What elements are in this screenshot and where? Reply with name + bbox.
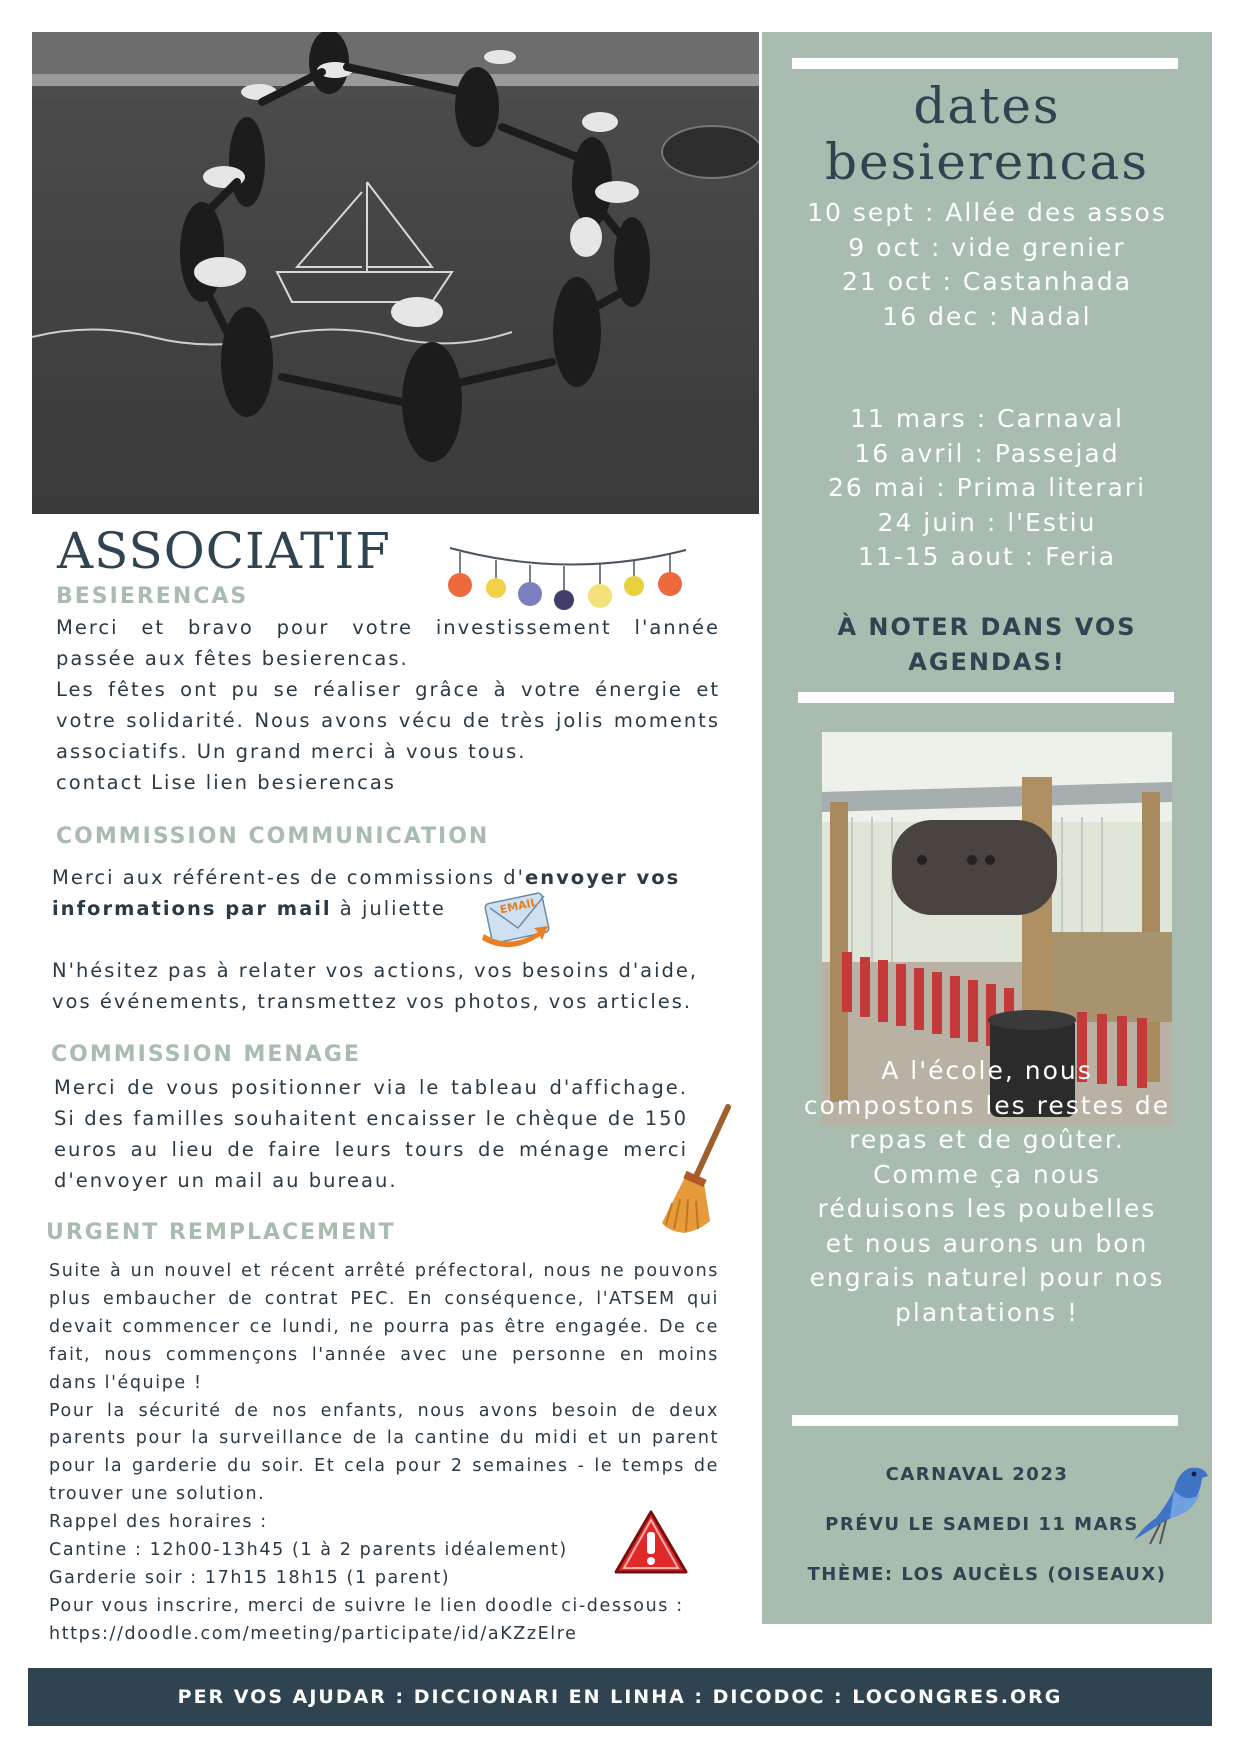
doodle-link: Pour vous inscrire, merci de suivre le lien doodle ci-dessous : https://doodle.com/meeting/participate/id/aKZzElre: [49, 1595, 684, 1644]
email-icon: [478, 888, 554, 954]
date-item: 9 oct : vide grenier: [848, 232, 1126, 262]
bird-icon: [1130, 1460, 1210, 1546]
date-item: 21 oct : Castanhada: [841, 267, 1133, 296]
dates-list-autumn: [762, 196, 1212, 334]
email-icon-label: EMAIL: [498, 895, 539, 917]
section-title-urgent: URGENT REMPLACEMENT: [46, 1220, 396, 1245]
schedule-reminder: Rappel des horaires :: [49, 1512, 268, 1533]
garland-icon: [448, 540, 688, 615]
date-item: 10 sept : Allée des assos: [807, 198, 1167, 227]
date-item: 26 mai : Prima literari: [827, 473, 1147, 502]
broom-icon: [658, 1103, 736, 1235]
carnaval-date: PRÉVU LE SAMEDI 11 MARS: [825, 1514, 1139, 1535]
date-item: 16 dec : Nadal: [882, 301, 1092, 331]
sidebar-panel: [762, 32, 1212, 1624]
divider: [792, 58, 1178, 69]
date-item: 16 avril : Passejad: [854, 438, 1120, 468]
compost-text: A l'école, nous compostons les restes de repas et de goûter. Comme ça nous réduisons les poubelles et nous aurons un bon engrais naturel pour nos plantations !: [803, 1056, 1171, 1327]
section-title-communication: COMMISSION COMMUNICATION: [56, 824, 490, 849]
section-title-menage: COMMISSION MENAGE: [51, 1042, 361, 1067]
dates-title: dates besierencas: [824, 77, 1149, 191]
footer-text: PER VOS AJUDAR : DICCIONARI EN LINHA : DICODOC : LOCONGRES.ORG: [177, 1686, 1063, 1708]
carnaval-theme: THÈME: LOS AUCÈLS (OISEAUX): [807, 1564, 1167, 1585]
date-item: 24 juin : l'Estiu: [877, 507, 1097, 537]
date-item: 11-15 aout : Feria: [857, 542, 1117, 571]
besierencas-text: Merci et bravo pour votre investissement l'année passée aux fêtes besierencas. Les fêtes ont pu se réaliser grâce à votre énergie et votre solidarité. Nous avons vécu de très jolis moments associatifs. Un grand merci à vous tous. contact Lise lien besierencas: [56, 616, 720, 794]
communication-text: Merci aux référent-es de commissions d'envoyer vos informations par mail à juliette N'hésitez pas à relater vos actions, vos besoins d'aide, vos événements, transmettez vos photos, vos articles.: [52, 866, 699, 1013]
schedule-cantine: Cantine : 12h00-13h45 (1 à 2 parents idéalement): [49, 1540, 568, 1561]
page-heading: ASSOCIATIF: [57, 522, 391, 580]
schedule-garderie: Garderie soir : 17h15 18h15 (1 parent): [49, 1567, 451, 1588]
divider: [792, 1415, 1178, 1426]
warning-icon: [612, 1508, 690, 1578]
footer-banner: [28, 1668, 1212, 1726]
dates-list-spring: [762, 402, 1212, 575]
date-item: 11 mars : Carnaval: [850, 404, 1124, 433]
children-dancing-photo: [32, 32, 759, 514]
menage-text: Merci de vous positionner via le tableau d'affichage. Si des familles souhaitent encaisser le chèque de 150 euros au lieu de faire leurs tours de ménage merci d'envoyer un mail au bureau.: [54, 1076, 688, 1192]
urgent-text: Suite à un nouvel et récent arrêté préfectoral, nous ne pouvons plus embaucher de contrat PEC. En conséquence, l'ATSEM qui devait commencer ce lundi, ne pourra pas être engagée. De ce fait, nous commençons l'année avec une personne en moins dans l'équipe ! Pour la sécurité de nos enfants, nous avons besoin de deux parents pour la surveillance de la cantine du midi et un parent pour la garderie du soir. Et cela pour 2 semaines - le temps de trouver une solution. Rappel des horaires : Cantine : 12h00-13h45 (1 à 2 parents idéalement) Garderie soir : 17h15 18h15 (1 parent) Pour vous inscrire, merci de suivre le lien doodle ci-dessous : https://doodle.com/meeting/participate/id/aKZzElre: [49, 1258, 719, 1649]
carnaval-title: CARNAVAL 2023: [885, 1464, 1069, 1485]
agenda-note: À NOTER DANS VOS AGENDAS!: [837, 613, 1137, 676]
section-title-besierencas: BESIERENCAS: [56, 584, 249, 609]
divider: [798, 692, 1174, 703]
